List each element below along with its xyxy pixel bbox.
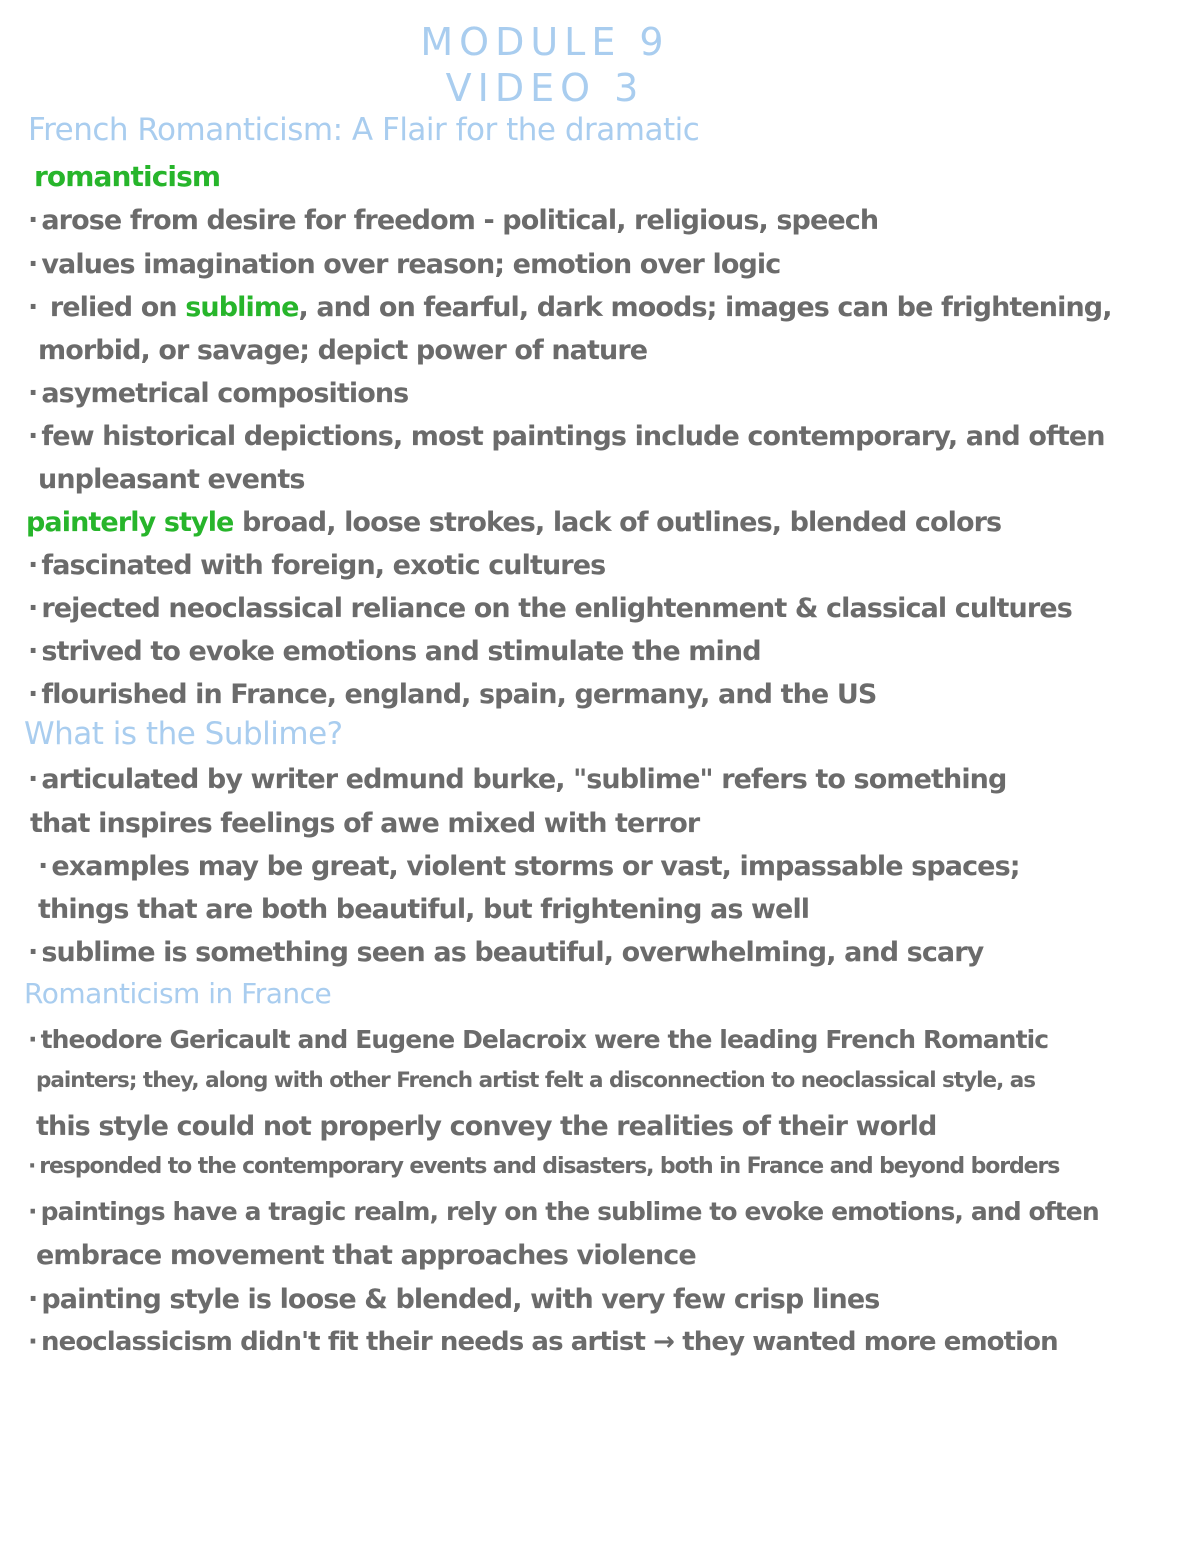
- bullet-strived: · strived to evoke emotions and stimulate the mind: [28, 636, 761, 667]
- painterly-style-definition: broad, loose strokes, lack of outlines, blended colors: [233, 507, 1002, 538]
- bullet-historical-continued: unpleasant events: [38, 464, 305, 495]
- bullet-historical: · few historical depictions, most paintings include contemporary, and often: [28, 421, 1105, 452]
- bullet-foreign: · fascinated with foreign, exotic cultures: [28, 550, 605, 581]
- bullet-tragic-continued: embrace movement that approaches violence: [36, 1240, 696, 1271]
- subheading-romanticism: romanticism: [34, 160, 221, 193]
- bullet-rejected: · rejected neoclassical reliance on the enlightenment & classical cultures: [28, 593, 1072, 624]
- bullet-painting-style: · painting style is loose & blended, with very few crisp lines: [28, 1284, 879, 1315]
- painterly-style-line: [26, 507, 1001, 538]
- bullet-neoclassicism: · neoclassicism didn't fit their needs as artist → they wanted more emotion: [28, 1327, 1058, 1357]
- bullet-imagination: · values imagination over reason; emotion over logic: [28, 249, 780, 280]
- bullet-sublime: [28, 292, 1112, 323]
- section-heading-sublime: What is the Sublime?: [24, 716, 343, 752]
- section-heading-french-romanticism: French Romanticism: A Flair for the dramatic: [28, 112, 700, 148]
- bullet-gericault-continued-2: this style could not properly convey the realities of their world: [36, 1111, 937, 1142]
- bullet-asymmetry: · asymetrical compositions: [28, 378, 408, 409]
- bullet-flourished: · flourished in France, england, spain, germany, and the US: [28, 679, 876, 710]
- bullet-sublime-continued: morbid, or savage; depict power of nature: [38, 335, 648, 366]
- section-heading-romanticism-france: Romanticism in France: [24, 977, 332, 1010]
- bullet-examples: · examples may be great, violent storms or vast, impassable spaces;: [38, 851, 1020, 882]
- bullet-sublime-post: , and on fearful, dark moods; images can be frightening,: [298, 292, 1112, 323]
- bullet-freedom: · arose from desire for freedom - political, religious, speech: [28, 205, 878, 236]
- bullet-gericault-continued-1: painters; they, along with other French artist felt a disconnection to neoclassical style, as: [36, 1068, 1036, 1093]
- bullet-gericault: · theodore Gericault and Eugene Delacroix were the leading French Romantic: [28, 1025, 1048, 1054]
- bullet-responded: · responded to the contemporary events and disasters, both in France and beyond borders: [28, 1154, 1059, 1179]
- bullet-burke: · articulated by writer edmund burke, "sublime" refers to something: [28, 764, 1006, 795]
- painterly-style-term: painterly style: [26, 507, 234, 538]
- bullet-sublime-definition: · sublime is something seen as beautiful, overwhelming, and scary: [28, 937, 983, 968]
- bullet-burke-continued: that inspires feelings of awe mixed with terror: [30, 808, 700, 839]
- bullet-tragic: · paintings have a tragic realm, rely on the sublime to evoke emotions, and often: [28, 1197, 1099, 1226]
- bullet-examples-continued: things that are both beautiful, but frightening as well: [38, 894, 810, 925]
- bullet-sublime-pre: relied on: [49, 292, 186, 323]
- sublime-highlight: sublime: [185, 292, 299, 323]
- video-title: VIDEO 3: [445, 66, 645, 110]
- module-title: MODULE 9: [420, 20, 670, 64]
